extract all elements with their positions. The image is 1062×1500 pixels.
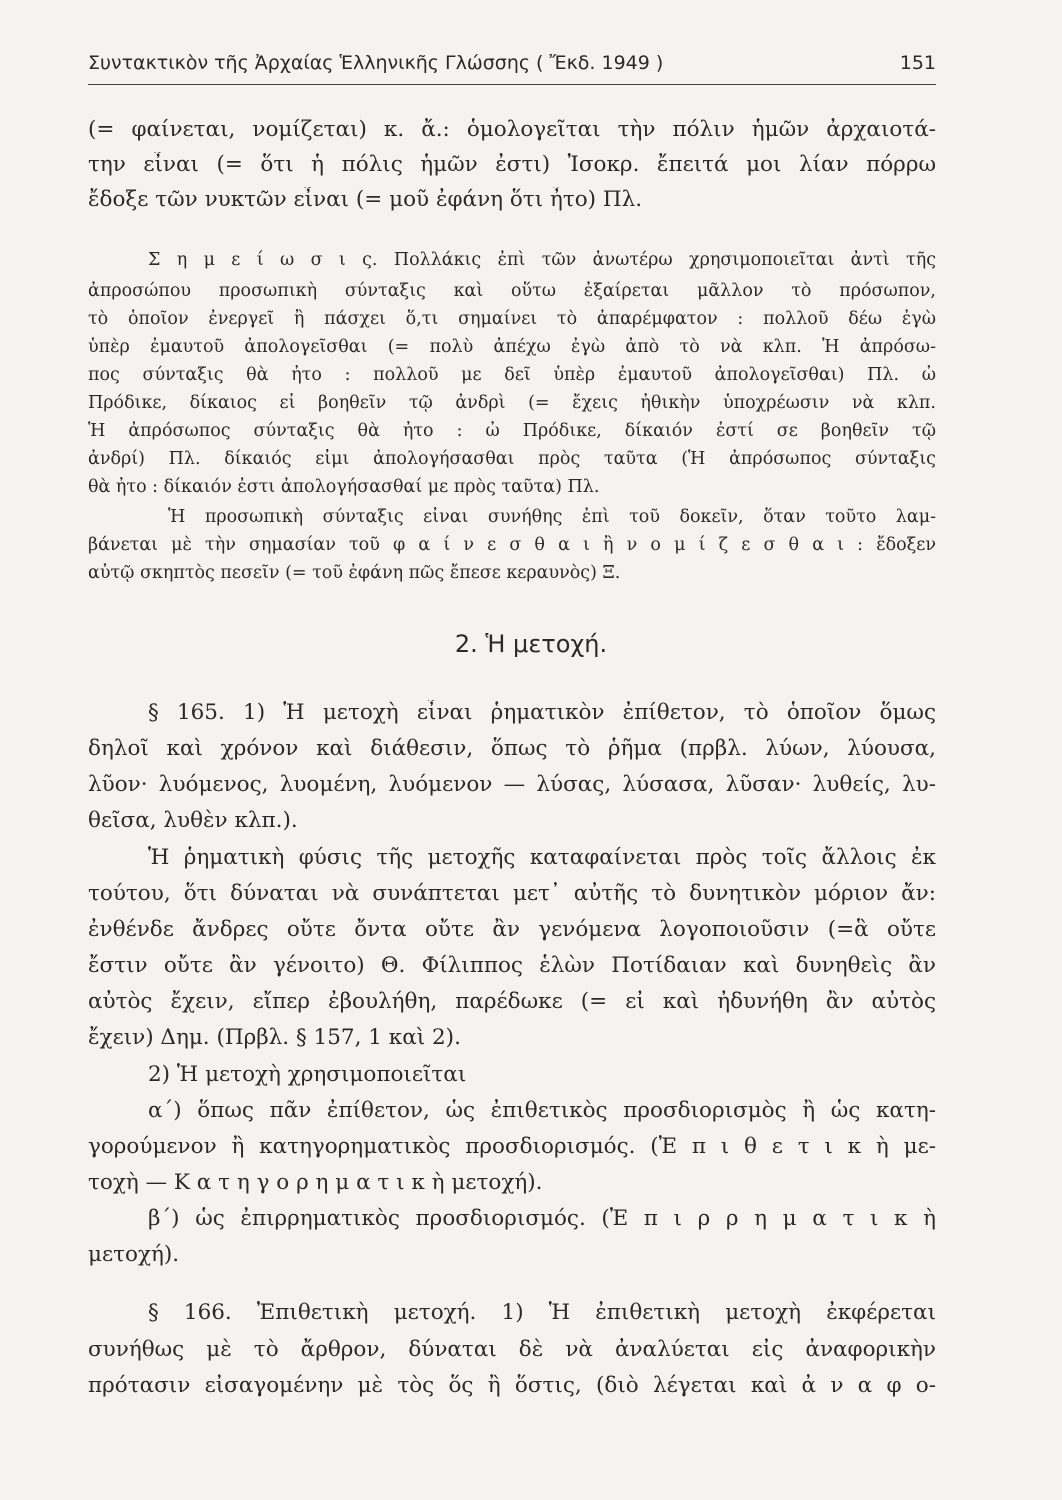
- text-line: (= φαίνεται, νομίζεται) κ. ἄ.: ὁμολογεῖται τὴν πόλιν ἡμῶν ἀρχαιοτά-: [88, 117, 936, 142]
- text-line: μετοχή).: [88, 1242, 180, 1267]
- text-line: Ἡ ῥηματικὴ φύσις τῆς μετοχῆς καταφαίνεται πρὸς τοῖς ἄλλοις ἐκ: [148, 845, 936, 870]
- text-line: τοχὴ — Κ α τ η γ ο ρ η μ α τ ι κ ὴ μετοχή).: [88, 1170, 543, 1195]
- note-line: ὑπὲρ ἐμαυτοῦ ἀπολογεῖσθαι (= πολὺ ἀπέχω ἐγὼ ἀπὸ τὸ νὰ κλπ. Ἡ ἀπρόσω-: [88, 337, 936, 357]
- text-line: ἔστιν οὔτε ἂν γένοιτο) Θ. Φίλιππος ἑλὼν Ποτίδαιαν καὶ δυνηθεὶς ἂν: [88, 953, 936, 978]
- book-title: Συντακτικὸν τῆς Ἀρχαίας Ἑλληνικῆς Γλώσσης ( Ἔκδ. 1949 ): [88, 52, 664, 74]
- note-line: αὐτῷ σκηπτὸς πεσεῖν (= τοῦ ἐφάνη πῶς ἔπεσε κεραυνὸς) Ξ.: [88, 563, 621, 583]
- note-line: Πρόδικε, δίκαιος εἶ βοηθεῖν τῷ ἀνδρὶ (= ἔχεις ἠθικὴν ὑποχρέωσιν νὰ κλπ.: [88, 393, 936, 413]
- note-line: ἀπροσώπου προσωπικὴ σύνταξις καὶ οὕτω ἐξαίρεται μᾶλλον τὸ πρόσωπον,: [88, 281, 936, 301]
- text-line: 2) Ἡ μετοχὴ χρησιμοποιεῖται: [148, 1062, 467, 1087]
- text-line: την εἶναι (= ὅτι ἡ πόλις ἡμῶν ἐστι) Ἰσοκρ. ἔπειτά μοι λίαν πόρρω: [88, 152, 936, 177]
- text-line: τούτου, ὅτι δύναται νὰ συνάπτεται μετ᾿ αὐτῆς τὸ δυνητικὸν μόριον ἄν:: [88, 881, 936, 906]
- note-line: ἀνδρί) Πλ. δίκαιός εἰμι ἀπολογήσασθαι πρὸς ταῦτα (Ἡ ἀπρόσωπος σύνταξις: [88, 449, 936, 469]
- text-line: γορούμενον ἢ κατηγορηματικὸς προσδιορισμός. (Ἐ π ι θ ε τ ι κ ὴ με-: [88, 1134, 936, 1159]
- text-line: α΄) ὅπως πᾶν ἐπίθετον, ὡς ἐπιθετικὸς προσδιορισμὸς ἢ ὡς κατη-: [148, 1098, 936, 1123]
- note-line: Ἡ ἀπρόσωπος σύνταξις θὰ ἦτο : ὦ Πρόδικε, δίκαιόν ἐστί σε βοηθεῖν τῷ: [88, 421, 936, 441]
- text-line: θεῖσα, λυθὲν κλπ.).: [88, 808, 298, 833]
- text-line: πρότασιν εἰσαγομένην μὲ τὸς ὅς ἢ ὅστις, (διὸ λέγεται καὶ ἀ ν α φ ο-: [88, 1373, 936, 1398]
- text-line: αὐτὸς ἔχειν, εἴπερ ἐβουλήθη, παρέδωκε (= εἰ καὶ ἠδυνήθη ἂν αὐτὸς: [88, 989, 936, 1014]
- note-line: Ἡ προσωπικὴ σύνταξις εἶναι συνήθης ἐπὶ τοῦ δοκεῖν, ὅταν τοῦτο λαμ-: [168, 507, 936, 527]
- note-line: θὰ ἦτο : δίκαιόν ἐστι ἀπολογήσασθαί με πρὸς ταῦτα) Πλ.: [88, 477, 600, 497]
- text-line: δηλοῖ καὶ χρόνον καὶ διάθεσιν, ὅπως τὸ ῥῆμα (πρβλ. λύων, λύουσα,: [88, 736, 936, 761]
- running-header: [88, 48, 936, 85]
- note-line: Σ η μ ε ί ω σ ι ς. Πολλάκις ἐπὶ τῶν ἀνωτέρω χρησιμοποιεῖται ἀντὶ τῆς: [148, 250, 936, 270]
- note-line: πος σύνταξις θὰ ἦτο : πολλοῦ με δεῖ ὑπὲρ ἐμαυτοῦ ἀπολογεῖσθαι) Πλ. ὦ: [88, 365, 936, 385]
- page-number: 151: [899, 52, 936, 74]
- text-line: συνήθως μὲ τὸ ἄρθρον, δύναται δὲ νὰ ἀναλύεται εἰς ἀναφορικὴν: [88, 1337, 936, 1362]
- text-line: β΄) ὡς ἐπιρρηματικὸς προσδιορισμός. (Ἐ π ι ρ ρ η μ α τ ι κ ὴ: [148, 1206, 936, 1231]
- text-line: λῦον· λυόμενος, λυομένη, λυόμενον — λύσας, λύσασα, λῦσαν· λυθείς, λυ-: [88, 772, 936, 797]
- text-line: § 165. 1) Ἡ μετοχὴ εἶναι ῥηματικὸν ἐπίθετον, τὸ ὁποῖον ὅμως: [148, 700, 936, 725]
- text-line: ἔδοξε τῶν νυκτῶν εἶναι (= μοῦ ἐφάνη ὅτι ἦτο) Πλ.: [88, 187, 643, 212]
- text-line: § 166. Ἐπιθετικὴ μετοχή. 1) Ἡ ἐπιθετικὴ μετοχὴ ἐκφέρεται: [148, 1300, 936, 1325]
- text-line: ἔχειν) Δημ. (Πρβλ. § 157, 1 καὶ 2).: [88, 1025, 461, 1050]
- note-line: βάνεται μὲ τὴν σημασίαν τοῦ φ α ί ν ε σ θ α ι ἢ ν ο μ ί ζ ε σ θ α ι : ἔδοξεν: [88, 535, 936, 555]
- section-heading: 2. Ἡ μετοχή.: [454, 630, 608, 658]
- text-line: ἐνθένδε ἄνδρες οὔτε ὄντα οὔτε ἂν γενόμενα λογοποιοῦσιν (=ἃ οὔτε: [88, 917, 936, 942]
- note-line: τὸ ὁποῖον ἐνεργεῖ ἢ πάσχει ὅ,τι σημαίνει τὸ ἀπαρέμφατον : πολλοῦ δέω ἐγὼ: [88, 309, 936, 329]
